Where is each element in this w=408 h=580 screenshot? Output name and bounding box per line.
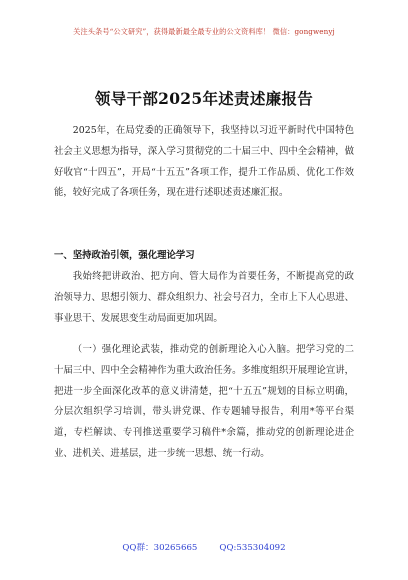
section-body [54, 267, 354, 329]
subsection-body [54, 340, 354, 465]
subsection-paragraph: （一）强化理论武装，推动党的创新理论入心入脑。把学习党的二十届三中、四中全会精神作为重大政治任务。多维度组织开展理论宣讲，把进一步全面深化改革的意义讲清楚，把“十五五”规划的目标立明确，分层次组织学习培训，带头讲党课、作专题辅导报告，利用*等平台渠道，专栏解读、专刊推送重要学习稿件*余篇，推动党的创新理论进企业、进机关、进基层，进一步统一思想、统一行动。 [54, 344, 355, 459]
section-heading: 一、坚持政治引领，强化理论学习 [54, 250, 195, 261]
document-title: 领导干部2025年述责述廉报告 [94, 89, 314, 108]
section-paragraph: 我始终把讲政治、把方向、管大局作为首要任务，不断提高党的政治领导力、思想引领力、群众组织力、社会号召力，全市上下人心思进、事业思干、发展思变生动局面更加巩固。 [54, 271, 355, 324]
intro-block [54, 121, 354, 204]
footer-contact [0, 541, 408, 553]
footer-qq: QQ:535304092 [219, 543, 286, 553]
header-note: 关注头条号“公文研究”，获得最新最全最专业的公文资料库！ 微信：gongwenyj [73, 27, 335, 36]
footer-qq-group: QQ群：30265665 [122, 543, 198, 553]
intro-paragraph: 2025年，在局党委的正确领导下，我坚持以习近平新时代中国特色社会主义思想为指导，深入学习贯彻党的二十届三中、四中全会精神，做好收官“十四五”，开局“十五五”各项工作，提升工作品质、优化工作效能，较好完成了各项任务，现在进行述职述责述廉汇报。 [54, 125, 355, 199]
